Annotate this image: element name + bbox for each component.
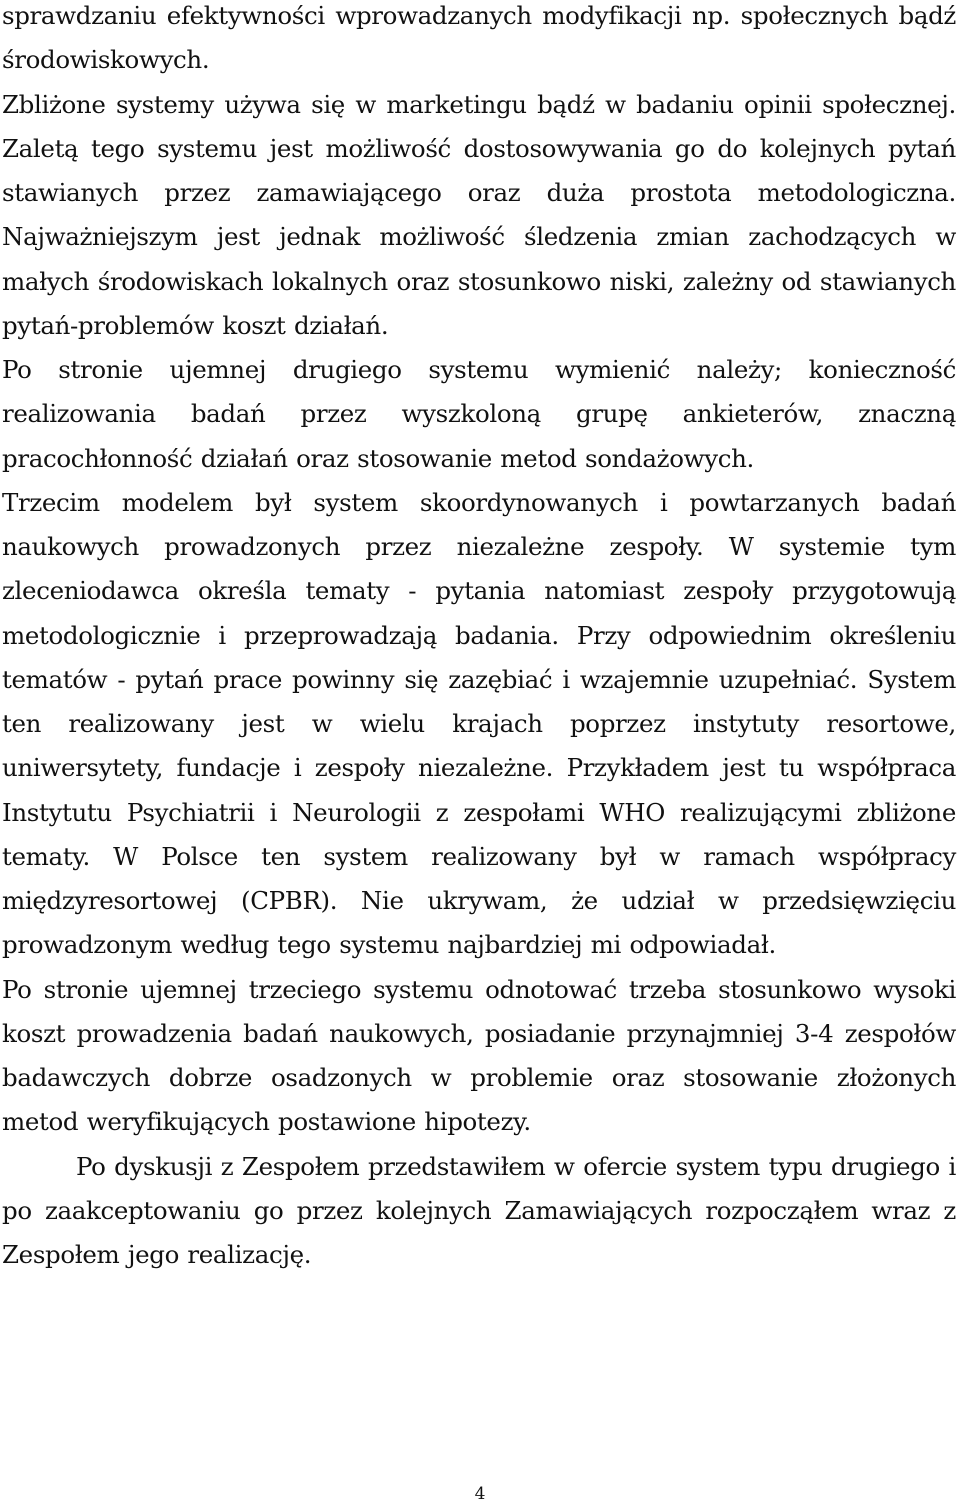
paragraph-third-system-drawbacks: Po stronie ujemnej trzeciego systemu odnotować trzeba stosunkowo wysoki koszt prowadzenia badań naukowych, posiadanie przynajmniej 3-4 zespołów badawczych dobrze osadzonych w problemie oraz stosowanie złożonych metod weryfikujących postawione hipotezy. xyxy=(2,974,956,1137)
page-number: 4 xyxy=(474,1484,486,1504)
paragraph-second-system-drawbacks: Po stronie ujemnej drugiego systemu wymienić należy; konieczność realizowania badań przez wyszkoloną grupę ankieterów, znaczną pracochłonność działań oraz stosowanie metod sondażowych. xyxy=(2,355,956,473)
paragraph-conclusion: Po dyskusji z Zespołem przedstawiłem w ofercie system typu drugiego i po zaakceptowaniu go przez kolejnych Zamawiających rozpocząłem wraz z Zespołem jego realizację. xyxy=(2,1151,956,1269)
paragraph-similar-systems: Zbliżone systemy używa się w marketingu bądź w badaniu opinii społecznej. Zaletą tego systemu jest możliwość dostosowywania go do kolejnych pytań stawianych przez zamawiającego oraz duża prostota metodologiczna. Najważniejszym jest jednak możliwość śledzenia zmian zachodzących w małych środowiskach lokalnych oraz stosunkowo niski, zależny od stawianych pytań-problemów koszt działań. xyxy=(2,89,956,340)
paragraph-third-model: Trzecim modelem był system skoordynowanych i powtarzanych badań naukowych prowadzonych przez niezależne zespoły. W systemie tym zleceniodawca określa tematy - pytania natomiast zespoły przygotowują metodologicznie i przeprowadzają badania. Przy odpowiednim określeniu tematów - pytań prace powinny się zazębiać i wzajemnie uzupełniać. System ten realizowany jest w wielu krajach poprzez instytuty resortowe, uniwersytety, fundacje i zespoły niezależne. Przykładem jest tu współpraca Instytutu Psychiatrii i Neurologii z zespołami WHO realizującymi zbliżone tematy. W Polsce ten system realizowany był w ramach współpracy międzyresortowej (CPBR). Nie ukrywam, że udział w przedsięwzięciu prowadzonym według tego systemu najbardziej mi odpowiadał. xyxy=(2,487,956,960)
paragraph-continuation: sprawdzaniu efektywności wprowadzanych modyfikacji np. społecznych bądź środowiskowych. xyxy=(2,1,956,75)
body-text xyxy=(2,0,956,1277)
